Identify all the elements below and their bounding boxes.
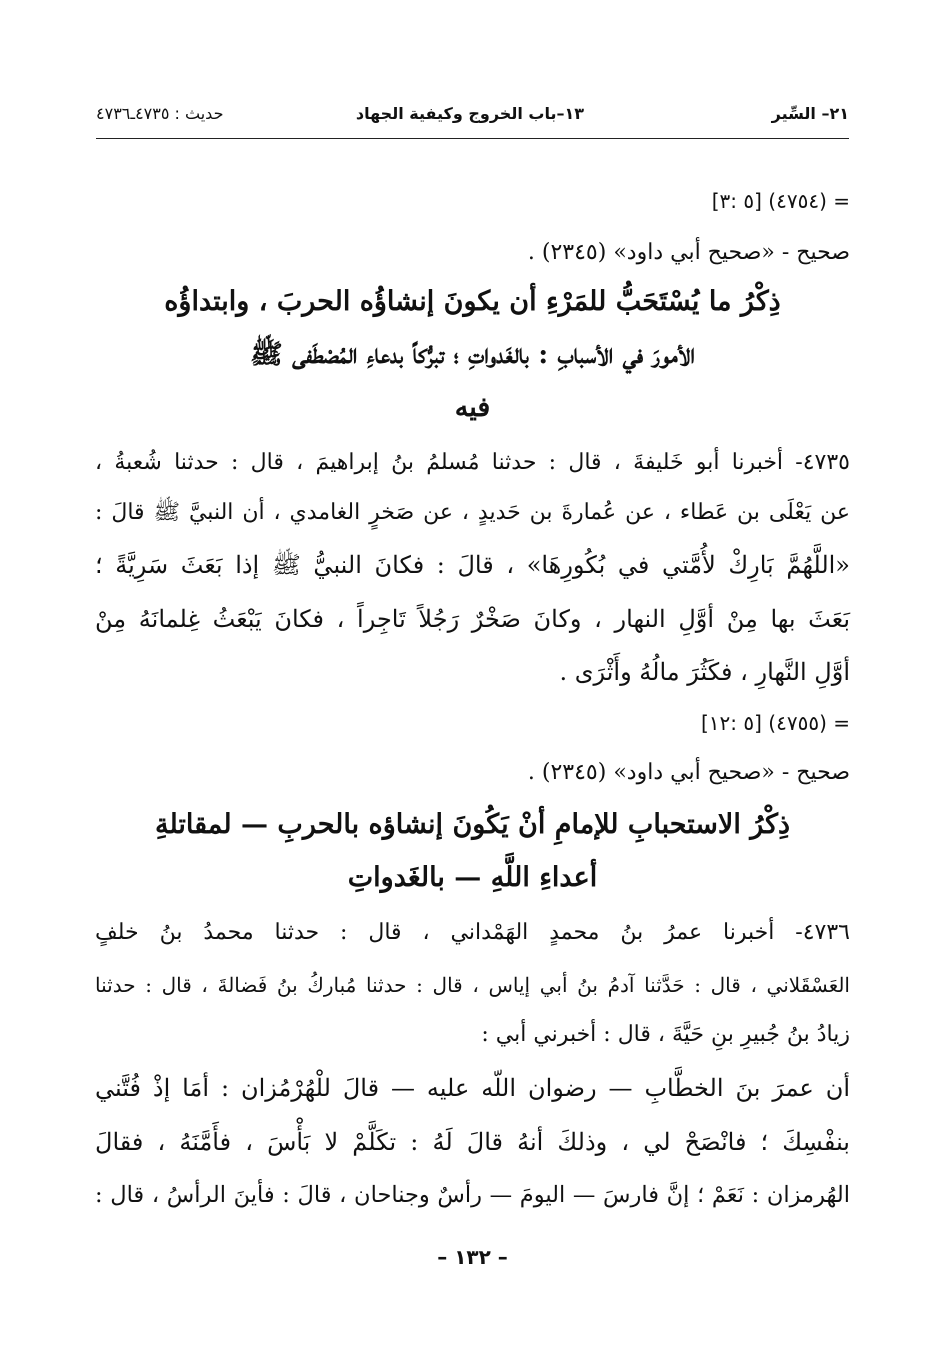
section-title-line: أعداءِ اللَّهِ — بالغَدواتِ bbox=[347, 862, 598, 893]
hadith-text-line: أوَّلِ النَّهارِ ، فكَثُرَ مالُهُ وأَثْرَى . bbox=[559, 658, 850, 686]
grading-line: صحيح - «صحيح أبي داود» (٢٣٤٥) . bbox=[527, 240, 850, 265]
hadith-text-line: أن عمرَ بنَ الخطَّابِ — رضوان اللّه عليه — قالَ للْهُرْمُزان : أمَا إذْ فُتَّني bbox=[95, 1074, 850, 1102]
hadith-isnad-line: ٤٧٣٥- أخبرنا أبو خَليفةَ ، قال : حدثنا مُسلمُ بنُ إبراهيمَ ، قال : حدثنا شُعبةُ ، bbox=[95, 450, 850, 475]
cross-reference: = (٤٧٥٤) [٥ :٣] bbox=[711, 189, 850, 213]
hadith-text-line: بَعَثَ بها مِنْ أوَّلِ النهار ، وكانَ صَخْرٌ رَجُلاً تَاجِراً ، فكانَ يَبْعَثُ غِلمانَهُ مِنْ bbox=[95, 605, 850, 633]
header-section: ١٣–باب الخروج وكيفية الجهاد bbox=[355, 104, 584, 123]
page-number: – ١٣٢ – bbox=[437, 1245, 508, 1269]
section-title-line: ذِكْرُ ما يُسْتَحَبُّ للمَرْءِ أن يكونَ إنشاؤُه الحربَ ، وابتداؤُه bbox=[164, 286, 781, 317]
grading-line: صحيح - «صحيح أبي داود» (٢٣٤٥) . bbox=[527, 760, 850, 785]
cross-reference: = (٤٧٥٥) [٥ :١٢] bbox=[700, 711, 850, 735]
running-header bbox=[96, 96, 849, 136]
header-hadith-range: حديث : ٤٧٣٥ـ٤٧٣٦ bbox=[96, 104, 224, 123]
hadith-isnad-line: زيادُ بنُ جُبيرِ بنِ حَيَّةَ ، قال : أخبرني أبي : bbox=[481, 1022, 850, 1047]
hadith-text-line: «اللَّهُمَّ بَارِكْ لأُمَّتي في بُكُورِهَا» ، قالَ : فكانَ النبيُّ ﷺ إذا بَعَثَ سَرِيَّةً ؛ bbox=[95, 551, 850, 579]
section-title-line: فيه bbox=[454, 392, 491, 423]
hadith-text-line: الهُرمزان : نَعَمْ ؛ إنَّ فارسَ — اليومَ — رأسٌ وجناحان ، قالَ : فأينَ الرأسُ ، قال : bbox=[95, 1182, 850, 1208]
hadith-text-line: بنفْسِكَ ؛ فانْصَحْ لي ، وذلكَ أنهُ قالَ لَهُ : تكَلَّمْ لا بَأْسَ ، فأَمَّنَهُ ، فقالَ bbox=[95, 1128, 850, 1156]
hadith-isnad-line: ٤٧٣٦- أخبرنا عمرُ بنُ محمدٍ الهَمْداني ، قال : حدثنا محمدُ بنُ خلفٍ bbox=[95, 920, 850, 945]
hadith-isnad-line: عن يَعْلَى بن عَطاء ، عن عُمارةَ بن حَديدٍ ، عن صَخرٍ الغامدي ، أن النبيَّ ﷺ قالَ : bbox=[95, 500, 850, 525]
hadith-isnad-line: العَسْقَلاني ، قال : حَدَّثنا آدمُ بنُ أبي إياس ، قال : حدثنا مُباركُ بنُ فَضالةَ ، قال : حدثنا bbox=[95, 973, 850, 997]
section-title-line: ذِكْرُ الاستحبابِ للإمامِ أنْ يَكُونَ إنشاؤه بالحربِ — لمقاتلةِ bbox=[154, 809, 790, 840]
header-chapter: ٢١– السِّير bbox=[771, 104, 849, 123]
section-title-line: الأمورَ في الأسبابِ : بالغَدواتِ ؛ تبرُّكاً بدعاءِ المُصْطَفى ﷺ bbox=[250, 339, 695, 370]
header-rule bbox=[96, 138, 849, 139]
